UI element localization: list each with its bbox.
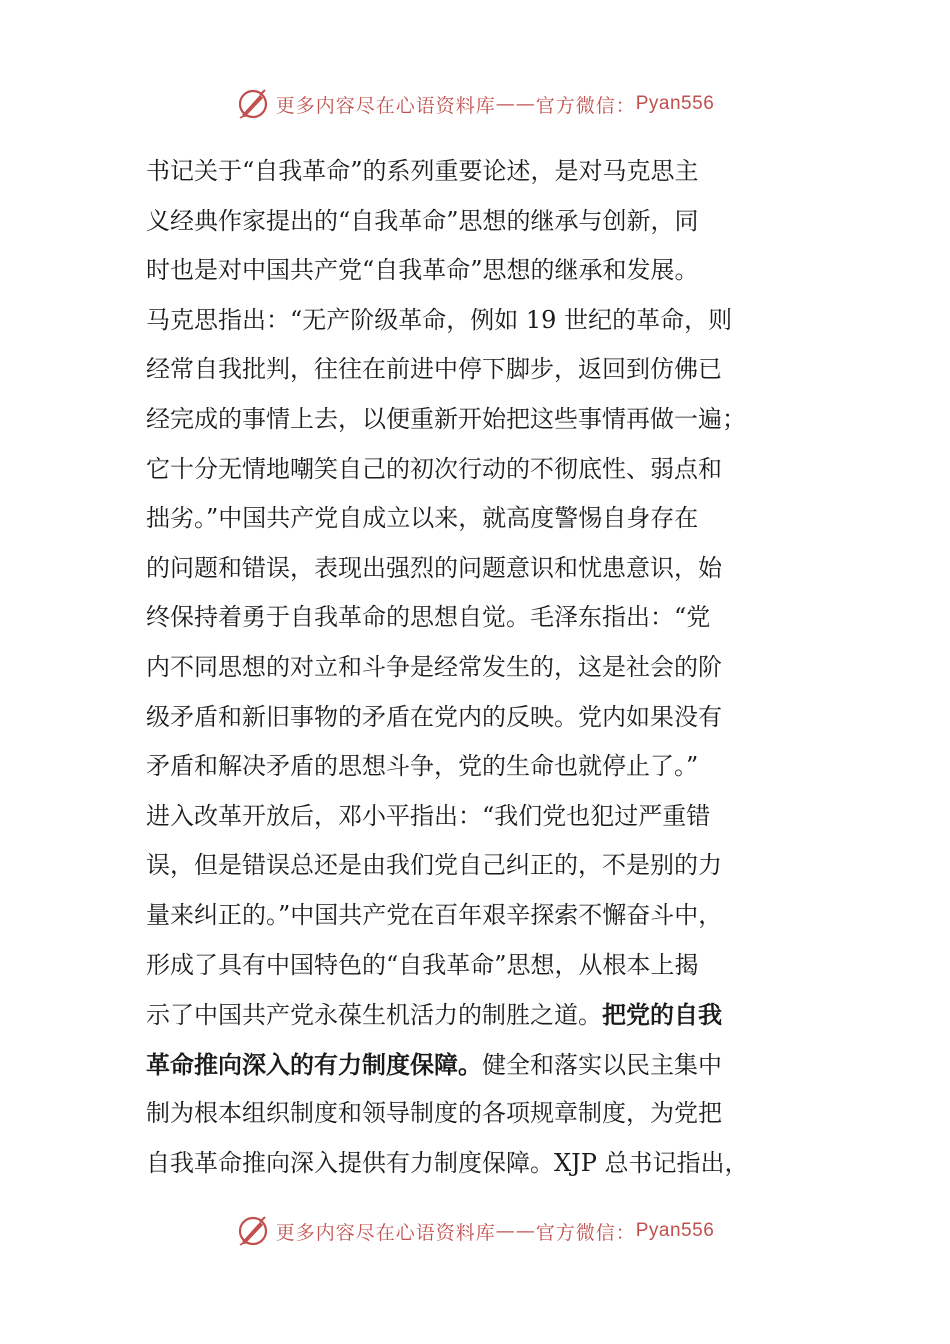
text-line: 误，但是错误总还是由我们党自己纠正的，不是别的力 [146, 851, 722, 880]
text-line: 终保持着勇于自我革命的思想自觉。毛泽东指出：“党 [146, 603, 711, 632]
pen-logo-icon [236, 87, 270, 121]
footer-separator: —— [495, 1220, 536, 1242]
text-line: 它十分无情地嘲笑自己的初次行动的不彻底性、弱点和 [146, 454, 722, 483]
header-wechat-label: 官方微信： [535, 94, 636, 117]
text-line: 书记关于“自我革命”的系列重要论述，是对马克思主 [146, 157, 699, 185]
text-line: 马克思指出：“无产阶级革命，例如 19 世纪的革命，则 [146, 305, 733, 334]
text-normal: 示了中国共产党永葆生机活力的制胜之道。 [146, 1001, 602, 1030]
footer-wechat-label: 官方微信： [535, 1221, 636, 1244]
text-line: 的问题和错误，表现出强烈的问题意识和忧患意识，始 [146, 553, 722, 582]
text-line: 义经典作家提出的“自我革命”思想的继承与创新，同 [146, 206, 699, 235]
header-watermark [0, 84, 950, 124]
header-site-text: 更多内容尽在心语资料库 [275, 94, 496, 117]
text-line-mixed [146, 1040, 796, 1090]
text-line: 经完成的事情上去，以便重新开始把这些事情再做一遍； [146, 404, 746, 433]
text-line: 拙劣。”中国共产党自成立以来，就高度警惕自身存在 [146, 504, 699, 533]
text-line: 进入改革开放后，邓小平指出：“我们党也犯过严重错 [146, 801, 711, 830]
header-separator: —— [495, 93, 536, 115]
text-line: 自我革命推向深入提供有力制度保障。XJP 总书记指出， [146, 1148, 749, 1177]
footer-watermark [0, 1211, 950, 1251]
text-line: 矛盾和解决矛盾的思想斗争，党的生命也就停止了。” [146, 752, 699, 781]
text-line: 量来纠正的。”中国共产党在百年艰辛探索不懈奋斗中， [146, 900, 723, 929]
footer-wechat-id: Pyan556 [635, 1220, 715, 1241]
text-normal: 健全和落实以民主集中 [482, 1050, 722, 1079]
text-line: 内不同思想的对立和斗争是经常发生的，这是社会的阶 [146, 652, 722, 681]
text-line: 形成了具有中国特色的“自我革命”思想，从根本上揭 [146, 950, 699, 979]
text-line: 经常自我批判，往往在前进中停下脚步，返回到仿佛已 [146, 355, 722, 384]
text-bold-heading: 把党的自我 [602, 1000, 722, 1030]
text-line: 级矛盾和新旧事物的矛盾在党内的反映。党内如果没有 [146, 702, 722, 731]
text-bold-heading: 革命推向深入的有力制度保障。 [146, 1049, 482, 1079]
text-line: 时也是对中国共产党“自我革命”思想的继承和发展。 [146, 256, 699, 285]
header-wechat-id: Pyan556 [635, 93, 715, 114]
pen-logo-icon [236, 1214, 270, 1248]
footer-site-text: 更多内容尽在心语资料库 [275, 1221, 496, 1244]
text-line-mixed [146, 990, 796, 1040]
text-line: 制为根本组织制度和领导制度的各项规章制度，为党把 [146, 1099, 722, 1128]
body-text [146, 147, 796, 1188]
